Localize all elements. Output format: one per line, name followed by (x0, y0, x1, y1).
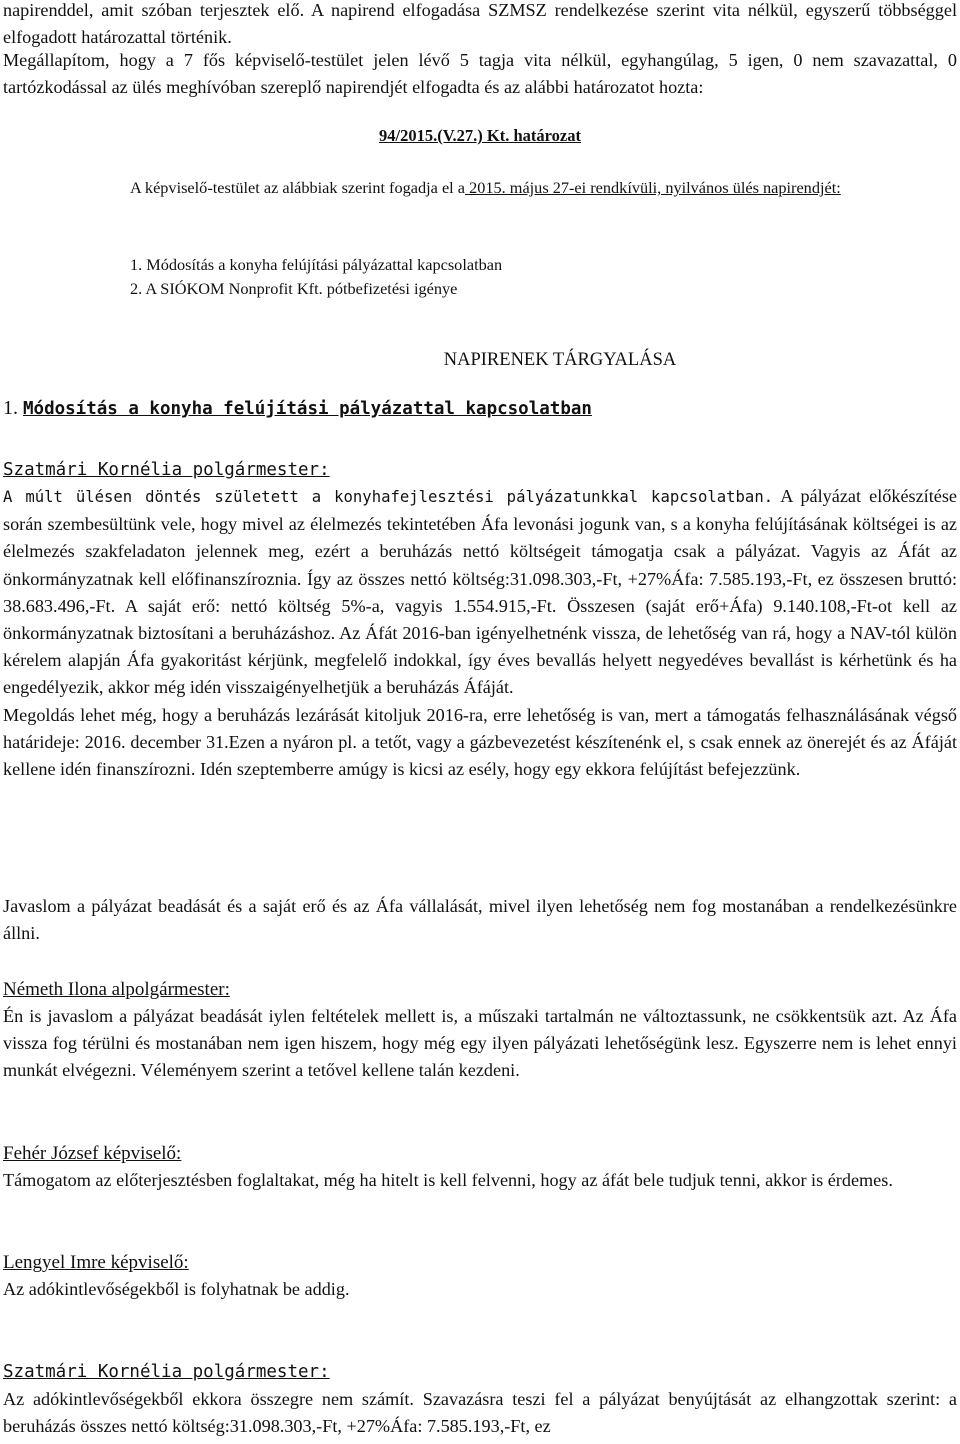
speech-3 (3, 1140, 957, 1194)
speech-2-text: Én is javaslom a pályázat beadását iylen feltételek mellett is, a műszaki tartalmán ne változtassunk, ne csökkentsük azt. Az Áfa vissza fog térülni és mostanában nem igen hiszem, hogy még egy ilyen pályázati lehetőségünk lesz. Egyszerre nem is lehet ennyi munkát elvégezni. Véleményem szerint a tetővel kellene talán kezdeni. (3, 1006, 957, 1081)
resolution-item: 1. Módosítás a konyha felújítási pályázattal kapcsolatban (130, 255, 503, 274)
section-title (3, 397, 592, 420)
speech-5 (3, 1358, 957, 1440)
speech-1-body-3 (3, 893, 957, 947)
intro-text-1: napirenddel, amit szóban terjesztek elő. A napirend elfogadása SZMSZ rendelkezése szerint vita nélkül, egyszerű többséggel elfogadott határozattal történik. (3, 0, 957, 47)
speech-1 (3, 456, 957, 484)
speech-1-continued: A pályázat előkészítése során szembesültünk vele, hogy mivel az élelmezés tekintetében Áfa levonási jogunk van, s a konyha felújításának költségei is az élelmezés szakfeladaton jelennek meg, ezért a beruházás nettó költségeit támogatja csak a pályázat. Vagyis az Áfát az önkormányzatnak kell előfinanszíroznia. Így az összes nettó költség:31.098.303,-Ft, +27%Áfa: 7.585.193,-Ft, ez összesen bruttó: 38.683.496,-Ft. A saját erő: nettó költség 5%-a, vagyis 1.554.915,-Ft. Összesen (saját erő+Áfa) 9.140.108,-Ft-ot kell az önkormányzatnak biztosítani a beruházáshoz. Az Áfát 2016-ban igényelhetnénk vissza, de lehetőség van rá, hogy a NAV-tól külön kérelem alapján Áfa gyakoritást kérjünk, megfelelő indokkal, így éves bevallás helyett negyedéves bevallást is kérhetünk és ha engedélyezik, akkor még idén visszaigényelhetjük a beruházás Áfáját. (3, 486, 957, 698)
resolution-text-prefix: A képviselő-testület az alábbiak szerint fogadja el a (130, 178, 465, 197)
speaker-label: Lengyel Imre képviselő: (3, 1252, 189, 1273)
section-number: 1. (3, 397, 18, 419)
speech-1-text-2: Megoldás lehet még, hogy a beruházás lezárását kitoljuk 2016-ra, erre lehetőség is van, mert a támogatás felhasználásának végső határideje: 2016. december 31.Ezen a nyáron pl. a tetőt, vagy a gázbevezetést készítenénk el, s csak ennek az önerejét és az Áfáját kellene idén finanszírozni. Idén szeptemberre amúgy is kicsi az esély, hogy egy ekkora felújítást befejezzünk. (3, 704, 957, 780)
speaker-name (3, 1249, 957, 1276)
speaker-name (3, 1140, 957, 1167)
resolution-text (3, 176, 957, 200)
speaker-label: Szatmári Kornélia polgármester: (3, 1362, 330, 1382)
speaker-name (3, 1358, 957, 1386)
speech-4 (3, 1249, 957, 1303)
speech-5-text: Az adókintlevőségekből ekkora összegre nem számít. Szavazásra teszi fel a pályázat benyújtását az elhangzottak szerint: a beruházás összes nettó költség:31.098.303,-Ft, +27%Áfa: 7.585.193,-Ft, ez (3, 1389, 957, 1437)
intro-text-2: Megállapítom, hogy a 7 fős képviselő-testület jelen lévő 5 tagja vita nélkül, egyhangúlag, 5 igen, 0 nem szavazattal, 0 tartózkodással az ülés meghívóban szereplő napirendjét elfogadta és az alábbi határozatot hozta: (3, 50, 957, 97)
section-title-text: Módosítás a konyha felújítási pályázattal kapcsolatban (23, 399, 592, 419)
intro-paragraph-1 (3, 0, 957, 51)
intro-paragraph-2 (3, 47, 957, 101)
resolution-body (3, 176, 957, 200)
resolution-text-underlined: 2015. május 27-ei rendkívüli, nyilvános ülés napirendjét: (465, 178, 841, 197)
speech-2 (3, 976, 957, 1085)
speaker-name (3, 456, 957, 484)
speaker-label: Fehér József képviselő: (3, 1143, 182, 1164)
agenda-heading: NAPIRENEK TÁRGYALÁSA (443, 350, 677, 370)
speech-1-first-line: A múlt ülésen döntés született a konyhafejlesztési pályázatunkkal kapcsolatban. (3, 488, 774, 506)
resolution-item: 2. A SIÓKOM Nonprofit Kft. pótbefizetési igénye (130, 279, 458, 298)
speech-1-body (3, 483, 957, 783)
speech-1-text (3, 483, 957, 702)
speaker-label: Németh Ilona alpolgármester: (3, 979, 230, 1000)
resolution-number: 94/2015.(V.27.) Kt. határozat (379, 126, 581, 145)
speech-4-text: Az adókintlevőségekből is folyhatnak be addig. (3, 1279, 350, 1299)
speaker-label: Szatmári Kornélia polgármester: (3, 460, 330, 480)
resolution-list (3, 253, 957, 301)
speech-1-text-3: Javaslom a pályázat beadását és a saját erő és az Áfa vállalását, mivel ilyen lehetőség nem fog mostanában a rendelkezésünkre állni. (3, 896, 957, 944)
speaker-name (3, 976, 957, 1003)
speech-3-text: Támogatom az előterjesztésben foglaltakat, még ha hitelt is kell felvenni, hogy az áfát bele tudjuk tenni, akkor is érdemes. (3, 1170, 893, 1190)
